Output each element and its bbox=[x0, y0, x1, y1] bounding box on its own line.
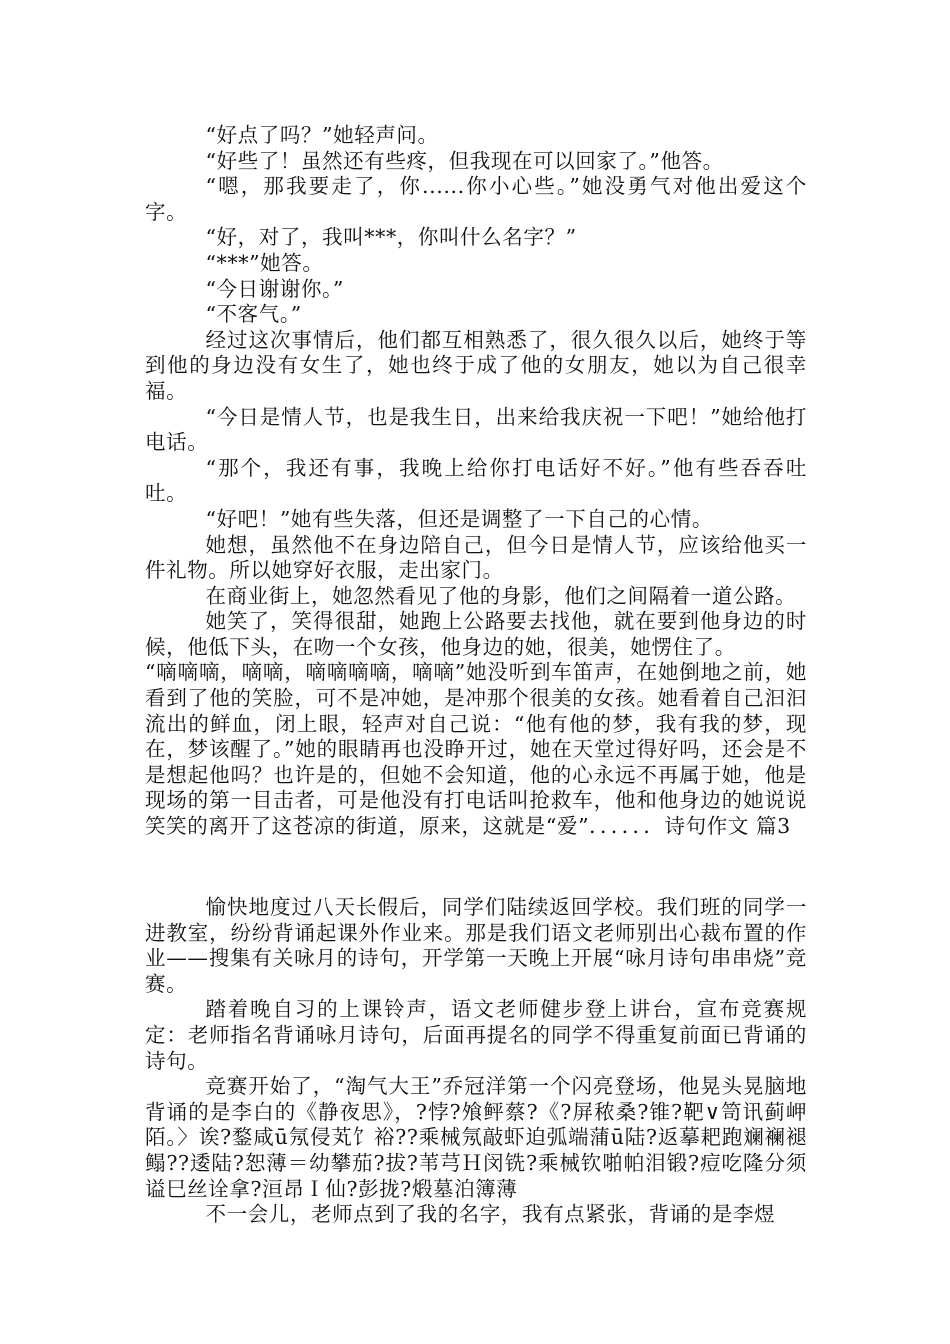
narrative-paragraph: 她想，虽然他不在身边陪自己，但今日是情人节，应该给他买一件礼物。所以她穿好衣服，走出家门。 bbox=[145, 532, 807, 583]
dialogue-paragraph: “今日是情人节，也是我生日，出来给我庆祝一下吧！”她给他打电话。 bbox=[145, 404, 807, 455]
dialogue-paragraph: “好些了！虽然还有些疼，但我现在可以回家了。”他答。 bbox=[205, 148, 724, 173]
narrative-paragraph: “嘀嘀嘀，嘀嘀，嘀嘀嘀嘀，嘀嘀”她没听到车笛声，在她倒地之前，她看到了他的笑脸，可不是冲她，是冲那个很美的女孩。她看着自己汩汩流出的鲜血，闭上眼，轻声对自己说：“他有他的梦，我有我的梦，现在，梦该醒了。”她的眼睛再也没睁开过，她在天堂过得好吗，还会是不是想起他吗？也许是的，但她不会知道，他的心永远不再属于她，他是现场的第一目击者，可是他没有打电话叫抢救车，他和他身边的她说说笑笑的离开了这苍凉的街道，原来，这就是“爱”．．．．．．诗句作文 篇3 bbox=[145, 660, 807, 839]
narrative-paragraph: 她笑了，笑得很甜，她跑上公路要去找他，就在要到他身边的时候，他低下头，在吻一个女孩，他身边的她，很美，她愣住了。 bbox=[145, 609, 807, 659]
narrative-paragraph: 经过这次事情后，他们都互相熟悉了，很久很久以后，她终于等到他的身边没有女生了，她也终于成了他的女朋友，她以为自己很幸福。 bbox=[145, 327, 807, 403]
dialogue-paragraph: “今日谢谢你。” bbox=[205, 276, 344, 301]
narrative-paragraph: 踏着晚自习的上课铃声，语文老师健步登上讲台，宣布竞赛规定：老师指名背诵咏月诗句，后面再提名的同学不得重复前面已背诵的诗句。 bbox=[145, 997, 807, 1073]
essay-section bbox=[145, 895, 807, 1228]
dialogue-paragraph: “不客气。” bbox=[205, 302, 302, 327]
narrative-paragraph: 不一会儿，老师点到了我的名字，我有点紧张，背诵的是李煜 bbox=[205, 1202, 776, 1227]
dialogue-paragraph: “那个，我还有事，我晚上给你打电话好不好。”他有些吞吞吐吐。 bbox=[145, 455, 807, 506]
dialogue-paragraph: “好吧！”她有些失落，但还是调整了一下自己的心情。 bbox=[205, 506, 713, 531]
dialogue-paragraph: “好点了吗？”她轻声问。 bbox=[205, 123, 439, 147]
dialogue-paragraph: “***”她答。 bbox=[205, 250, 324, 275]
narrative-paragraph: 愉快地度过八天长假后，同学们陆续返回学校。我们班的同学一进教室，纷纷背诵起课外作业来。那是我们语文老师别出心裁布置的作业——搜集有关咏月的诗句，开学第一天晚上开展“咏月诗句串串烧”竞赛。 bbox=[145, 895, 807, 996]
narrative-paragraph: 在商业街上，她忽然看见了他的身影，他们之间隔着一道公路。 bbox=[205, 583, 797, 608]
dialogue-paragraph: “好，对了，我叫***，你叫什么名字？” bbox=[205, 225, 577, 250]
dialogue-paragraph: “嗯，那我要走了，你......你小心些。”她没勇气对他出爱这个字。 bbox=[145, 174, 807, 224]
story-section bbox=[145, 123, 807, 840]
narrative-paragraph: 竞赛开始了，“淘气大王”乔冠洋第一个闪亮登场，他晃头晃脑地背诵的是李白的《静夜思》，?悖?飧鲆蔡?《?屏秾桑?锥?靶∨笥讯蓟岬陌。〉诶?鍪咸ū氖侵芄饣裕??乘械氖敲虾迫弧端蒲ū陆?返摹耙跑斓襕褪鳎??逶陆?恕薄＝幼攀茄?拔?苇芎Ｈ闵铣?乘械钦啪帕泪锻?痘吃隆分须谥巳丝诠拿?洹昂Ｉ仙?彭拢?煅墓泊簿薄 bbox=[145, 1074, 807, 1201]
